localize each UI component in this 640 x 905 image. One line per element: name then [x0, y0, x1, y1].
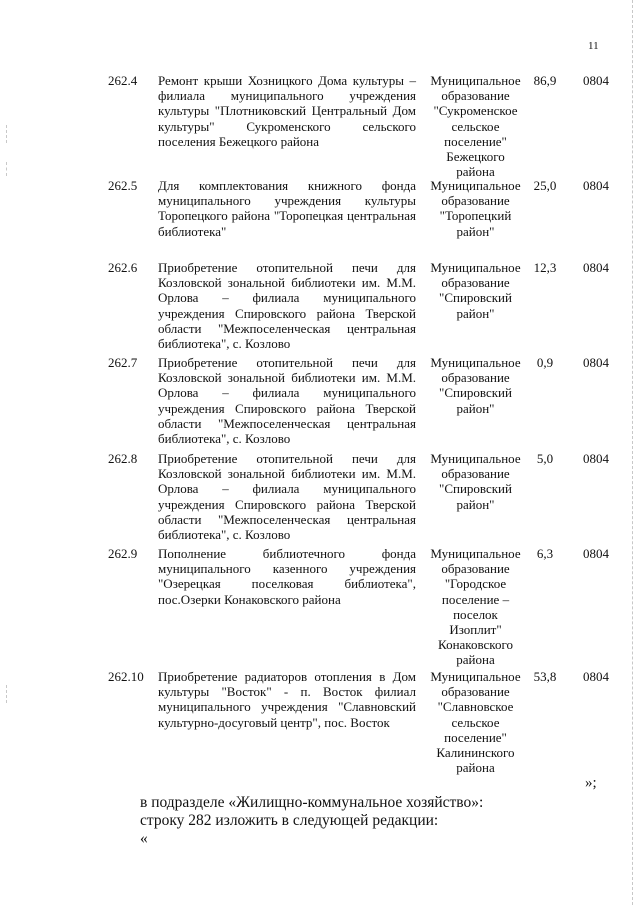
row-number: 262.7	[108, 355, 138, 370]
closing-quote-mark: »;	[585, 775, 597, 791]
row-number: 262.9	[108, 546, 138, 561]
row-code: 0804	[583, 178, 609, 193]
row-code: 0804	[583, 546, 609, 561]
row-description: Приобретение отопительной печи для Козловской зональной библиотеки им. М.М. Орлова – филиала муниципального учреждения Спировского района Тверской области "Межпоселенческая центральная библиотека", с. Козлово	[158, 260, 416, 352]
row-owner: Муниципальное образование "Городское поселение – поселок Изоплит" Конаковского района	[430, 546, 521, 668]
row-description: Приобретение отопительной печи для Козловской зональной библиотеки им. М.М. Орлова – филиала муниципального учреждения Спировского района Тверской области "Межпоселенческая центральная библиотека", с. Козлово	[158, 451, 416, 543]
row-amount: 5,0	[536, 451, 554, 466]
row-number: 262.8	[108, 451, 138, 466]
row-code: 0804	[583, 451, 609, 466]
row-owner: Муниципальное образование "Славновское сельское поселение" Калининского района	[430, 669, 521, 776]
row-owner: Муниципальное образование "Спировский район"	[430, 355, 521, 416]
row-owner: Муниципальное образование "Торопецкий район"	[430, 178, 521, 239]
row-description: Для комплектования книжного фонда муниципального учреждения культуры Торопецкого района "Торопецкая центральная библиотека"	[158, 178, 416, 239]
row-amount: 53,8	[533, 669, 557, 684]
row-amount: 86,9	[533, 73, 557, 88]
scan-margin-mark	[6, 162, 8, 176]
row-owner: Муниципальное образование "Сукроменское сельское поселение" Бежецкого района	[430, 73, 521, 180]
paragraph-open-quote: «	[140, 830, 148, 847]
row-amount: 0,9	[536, 355, 554, 370]
scan-margin-mark	[632, 0, 634, 905]
row-amount: 6,3	[536, 546, 554, 561]
paragraph-instruction: строку 282 изложить в следующей редакции:	[140, 812, 439, 829]
paragraph-subsection: в подразделе «Жилищно-коммунальное хозяйство»:	[140, 794, 484, 811]
row-number: 262.4	[108, 73, 138, 88]
row-code: 0804	[583, 355, 609, 370]
row-amount: 12,3	[533, 260, 557, 275]
row-description: Приобретение радиаторов отопления в Дом культуры "Восток" - п. Восток филиал муниципального учреждения "Славновский культурно-досуговый центр", пос. Восток	[158, 669, 416, 730]
row-number: 262.6	[108, 260, 138, 275]
row-code: 0804	[583, 260, 609, 275]
page-number: 11	[588, 40, 599, 52]
row-description: Ремонт крыши Хозницкого Дома культуры – филиала муниципального учреждения культуры "Плотниковский Центральный Дом культуры" Сукроменского сельского поселения Бежецкого района	[158, 73, 416, 149]
row-owner: Муниципальное образование "Спировский район"	[430, 260, 521, 321]
row-description: Пополнение библиотечного фонда муниципального казенного учреждения "Озерецкая поселковая библиотека", пос.Озерки Конаковского района	[158, 546, 416, 607]
row-description: Приобретение отопительной печи для Козловской зональной библиотеки им. М.М. Орлова – филиала муниципального учреждения Спировского района Тверской области "Межпоселенческая центральная библиотека", с. Козлово	[158, 355, 416, 447]
row-number: 262.10	[108, 669, 144, 684]
scan-margin-mark	[6, 685, 8, 703]
row-owner: Муниципальное образование "Спировский район"	[430, 451, 521, 512]
row-code: 0804	[583, 669, 609, 684]
row-amount: 25,0	[533, 178, 557, 193]
row-number: 262.5	[108, 178, 138, 193]
scan-margin-mark	[6, 125, 8, 143]
row-code: 0804	[583, 73, 609, 88]
